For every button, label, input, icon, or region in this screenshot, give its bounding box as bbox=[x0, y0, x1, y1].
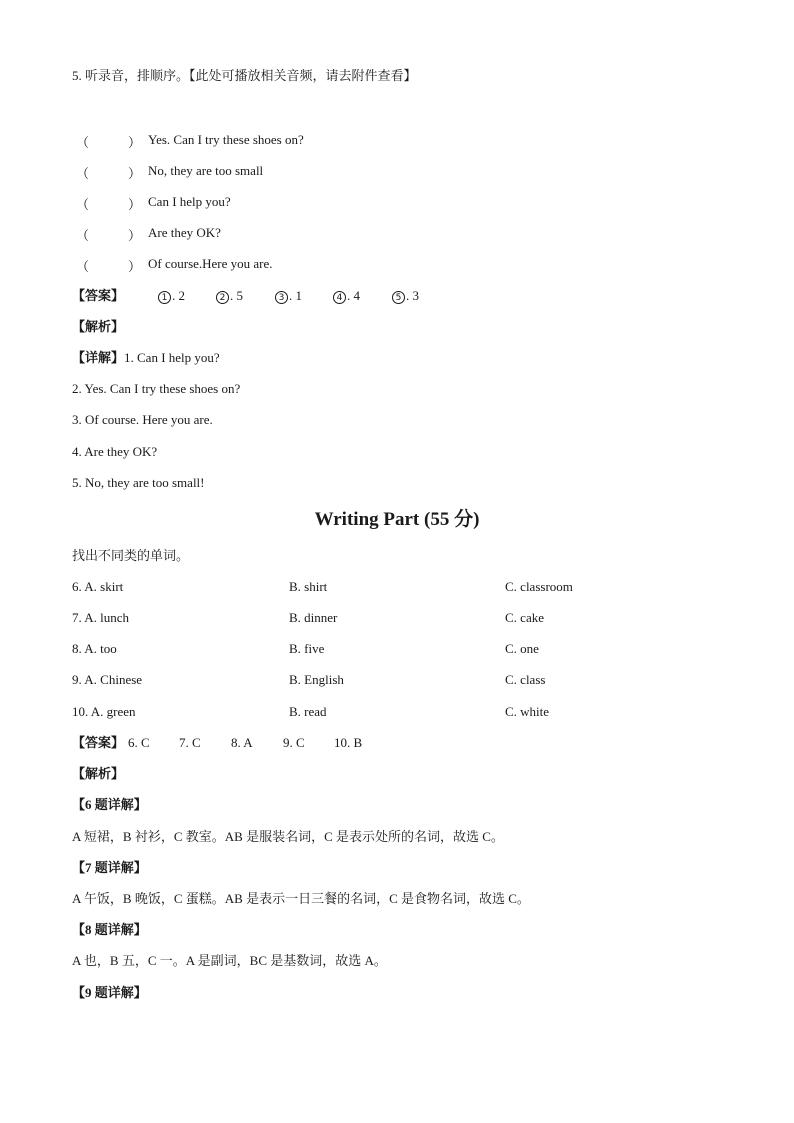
order-item bbox=[72, 132, 472, 148]
detail-tag: 【详解】 bbox=[72, 350, 125, 365]
order-item-text: Of course.Here you are. bbox=[148, 256, 273, 271]
option-b: B. read bbox=[289, 704, 327, 719]
detail-tag: 【8 题详解】 bbox=[72, 922, 147, 937]
answer-value: . 5 bbox=[230, 288, 243, 303]
detail-tag: 【7 题详解】 bbox=[72, 860, 147, 875]
option-c: C. cake bbox=[505, 610, 544, 625]
answer-tag: 【答案】 bbox=[72, 288, 125, 303]
detail-line: 5. No, they are too small! bbox=[72, 475, 205, 490]
order-item bbox=[72, 256, 472, 272]
circled-number: 5 bbox=[392, 291, 405, 304]
answer-value: . 3 bbox=[406, 288, 419, 303]
answer-item bbox=[275, 288, 302, 304]
answer-value: 9. C bbox=[283, 735, 305, 750]
option-c: C. one bbox=[505, 641, 539, 656]
option-b: B. English bbox=[289, 672, 344, 687]
order-item-text: No, they are too small bbox=[148, 163, 264, 178]
order-item bbox=[72, 194, 472, 210]
answer-blank-close: ） bbox=[128, 197, 142, 212]
option-b: B. shirt bbox=[289, 579, 328, 594]
answer-blank-close: ） bbox=[128, 228, 142, 243]
order-item-text: Are they OK? bbox=[148, 225, 221, 240]
answer-value: 10. B bbox=[334, 735, 363, 750]
answer-blank-close: ） bbox=[128, 259, 142, 274]
option-a: 8. A. too bbox=[72, 641, 117, 656]
detail-tag: 【6 题详解】 bbox=[72, 797, 147, 812]
circled-number: 4 bbox=[333, 291, 346, 304]
answer-item bbox=[392, 288, 419, 304]
answer-value: . 1 bbox=[289, 288, 302, 303]
option-c: C. class bbox=[505, 672, 546, 687]
analysis-tag: 【解析】 bbox=[72, 766, 125, 781]
circled-number: 2 bbox=[216, 291, 229, 304]
option-a: 10. A. green bbox=[72, 704, 136, 719]
answer-value: 7. C bbox=[179, 735, 201, 750]
circled-number: 1 bbox=[158, 291, 171, 304]
detail-line bbox=[72, 350, 220, 366]
option-a: 9. A. Chinese bbox=[72, 672, 143, 687]
option-c: C. white bbox=[505, 704, 550, 719]
section-title: Writing Part (55 分) bbox=[314, 509, 480, 530]
order-item bbox=[72, 163, 472, 179]
option-a: 6. A. skirt bbox=[72, 579, 124, 594]
analysis-tag: 【解析】 bbox=[72, 319, 125, 334]
answer-value: 8. A bbox=[231, 735, 253, 750]
answer-item bbox=[216, 288, 243, 304]
answer-item bbox=[333, 288, 360, 304]
answer-item bbox=[158, 288, 185, 304]
order-item bbox=[72, 225, 472, 241]
detail-line: 4. Are they OK? bbox=[72, 444, 158, 459]
answer-blank-open: （ bbox=[76, 228, 90, 243]
answer-blank-open: （ bbox=[76, 166, 90, 181]
answer-blank-open: （ bbox=[76, 259, 90, 274]
order-item-text: Yes. Can I try these shoes on? bbox=[148, 132, 304, 147]
detail-text: A 也，B 五，C 一。A 是副词，BC 是基数词，故选 A。 bbox=[72, 953, 387, 968]
answer-blank-open: （ bbox=[76, 135, 90, 150]
answer-value: 6. C bbox=[128, 735, 150, 750]
answer-blank-close: ） bbox=[128, 135, 142, 150]
detail-line: 2. Yes. Can I try these shoes on? bbox=[72, 381, 241, 396]
answer-blank-close: ） bbox=[128, 166, 142, 181]
detail-text: A 午饭，B 晚饭，C 蛋糕。AB 是表示一日三餐的名词，C 是食物名词，故选 C。 bbox=[72, 891, 530, 906]
option-b: B. five bbox=[289, 641, 325, 656]
answer-value: . 4 bbox=[347, 288, 360, 303]
detail-text: 1. Can I help you? bbox=[124, 350, 220, 365]
option-a: 7. A. lunch bbox=[72, 610, 130, 625]
answer-blank-open: （ bbox=[76, 197, 90, 212]
answer-value: . 2 bbox=[172, 288, 185, 303]
option-b: B. dinner bbox=[289, 610, 338, 625]
detail-tag: 【9 题详解】 bbox=[72, 985, 147, 1000]
order-item-text: Can I help you? bbox=[148, 194, 231, 209]
instruction: 找出不同类的单词。 bbox=[72, 548, 190, 563]
option-c: C. classroom bbox=[505, 579, 573, 594]
answer-tag: 【答案】 bbox=[72, 735, 125, 750]
detail-line: 3. Of course. Here you are. bbox=[72, 412, 213, 427]
q5-heading: 5. 听录音，排顺序。【此处可播放相关音频，请去附件查看】 bbox=[72, 68, 417, 83]
circled-number: 3 bbox=[275, 291, 288, 304]
detail-text: A 短裙，B 衬衫，C 教室。AB 是服装名词，C 是表示处所的名词，故选 C。 bbox=[72, 829, 504, 844]
